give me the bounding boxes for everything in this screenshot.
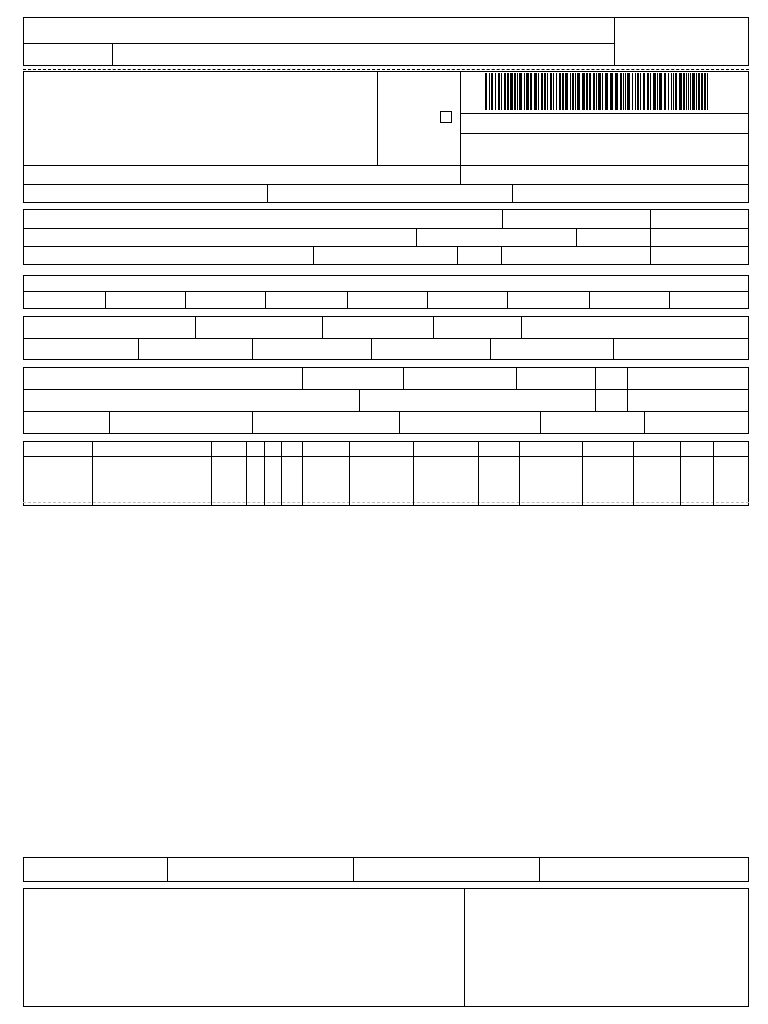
items-col-9 xyxy=(478,441,479,506)
carrier-r1-d3 xyxy=(516,367,517,389)
barcode-bar xyxy=(547,73,548,110)
carrier-block xyxy=(23,367,749,434)
tax-r1-d1 xyxy=(195,316,196,338)
items-col-1 xyxy=(92,441,93,506)
items-col-3 xyxy=(246,441,247,506)
tax-r2-d1 xyxy=(138,338,139,360)
danfe-box-right xyxy=(460,71,461,184)
invoice-d2 xyxy=(185,291,186,309)
barcode-bar xyxy=(627,73,630,110)
receipt-stub xyxy=(23,17,749,66)
barcode-icon xyxy=(485,73,711,110)
recipient-r3-d2 xyxy=(457,246,458,265)
carrier-r3-d2 xyxy=(252,411,253,434)
barcode-bar xyxy=(640,73,641,110)
items-col-7 xyxy=(349,441,350,506)
carrier-r1-d5 xyxy=(627,367,628,411)
barcode-bar xyxy=(686,73,687,110)
barcode-bar xyxy=(534,73,537,110)
barcode-bar xyxy=(671,73,672,110)
barcode-bar xyxy=(596,73,597,110)
state-registration-rule xyxy=(23,184,749,185)
barcode-bar xyxy=(565,73,568,110)
items-col-14 xyxy=(713,441,714,506)
barcode-bar xyxy=(615,73,618,110)
issqn-d2 xyxy=(353,857,354,882)
invoice-block xyxy=(23,275,749,309)
barcode-bar xyxy=(501,73,502,110)
items-col-8 xyxy=(413,441,414,506)
danfe-box-left xyxy=(377,71,378,166)
recipient-r1-d1 xyxy=(502,209,503,228)
invoice-d8 xyxy=(669,291,670,309)
ie-divider-2 xyxy=(512,184,513,203)
barcode-bar xyxy=(570,73,571,110)
barcode-bar xyxy=(598,73,601,110)
barcode-bar xyxy=(510,73,513,110)
invoice-d1 xyxy=(105,291,106,309)
barcode-bar xyxy=(602,73,603,110)
carrier-r1-d1 xyxy=(302,367,303,389)
recipient-r1-d2 xyxy=(650,209,651,228)
items-col-12 xyxy=(633,441,634,506)
recipient-r3-d1 xyxy=(313,246,314,265)
carrier-r2-d1 xyxy=(359,389,360,411)
barcode-bar xyxy=(572,73,574,110)
barcode-bar xyxy=(698,73,700,110)
barcode-bar xyxy=(635,73,636,110)
additional-info-divider xyxy=(464,888,465,1007)
barcode-bar xyxy=(707,73,708,110)
carrier-r3-d3 xyxy=(399,411,400,434)
barcode-bar xyxy=(556,73,557,110)
barcode-bar xyxy=(582,73,585,110)
items-table-row-rule xyxy=(23,502,749,503)
tax-r2-d3 xyxy=(371,338,372,360)
invoice-rule xyxy=(23,291,749,292)
carrier-r1-d2 xyxy=(403,367,404,389)
items-col-4 xyxy=(264,441,265,506)
barcode-bar xyxy=(650,73,651,110)
barcode-bar xyxy=(605,73,608,110)
barcode-bar xyxy=(586,73,588,110)
barcode-bar xyxy=(519,73,522,110)
barcode-bar xyxy=(491,73,493,110)
barcode-bar xyxy=(623,73,624,110)
recipient-r2-d3 xyxy=(650,228,651,246)
barcode-bar xyxy=(701,73,703,110)
barcode-bar xyxy=(514,73,516,110)
issqn-d1 xyxy=(167,857,168,882)
barcode-bar xyxy=(679,73,682,110)
tax-r2-d5 xyxy=(613,338,614,360)
items-col-10 xyxy=(519,441,520,506)
tax-r1-d3 xyxy=(433,316,434,338)
items-col-6 xyxy=(302,441,303,506)
barcode-bar xyxy=(593,73,595,110)
carrier-rule-2 xyxy=(23,411,749,412)
invoice-d3 xyxy=(265,291,266,309)
items-table-header-rule xyxy=(23,456,749,457)
receipt-stub-right-divider xyxy=(614,17,615,66)
barcode-bar xyxy=(647,73,649,110)
barcode-bar xyxy=(524,73,525,110)
barcode-bar xyxy=(553,73,554,110)
recipient-rule-1 xyxy=(23,228,749,229)
barcode-bar xyxy=(485,73,487,110)
barcode-bar xyxy=(692,73,695,110)
barcode-bar xyxy=(610,73,613,110)
barcode-bar xyxy=(489,73,490,110)
issqn-d3 xyxy=(539,857,540,882)
barcode-bar xyxy=(498,73,500,110)
carrier-r3-d5 xyxy=(644,411,645,434)
tax-r2-d2 xyxy=(252,338,253,360)
barcode-bar xyxy=(559,73,561,110)
barcode-bar xyxy=(575,73,576,110)
barcode-bar xyxy=(632,73,633,110)
items-col-11 xyxy=(582,441,583,506)
invoice-d6 xyxy=(507,291,508,309)
barcode-bar xyxy=(643,73,645,110)
barcode-bar xyxy=(657,73,658,110)
barcode-bar xyxy=(562,73,564,110)
tax-rule xyxy=(23,338,749,339)
barcode-bar xyxy=(541,73,543,110)
barcode-bar xyxy=(668,73,669,110)
barcode-bar xyxy=(550,73,552,110)
entry-exit-checkbox[interactable] xyxy=(440,111,452,123)
carrier-r3-d1 xyxy=(109,411,110,434)
barcode-bar xyxy=(589,73,591,110)
receipt-date-divider xyxy=(112,43,113,66)
barcode-bar xyxy=(653,73,656,110)
tax-r1-d4 xyxy=(521,316,522,338)
tax-r1-d2 xyxy=(322,316,323,338)
barcode-bar xyxy=(696,73,697,110)
carrier-r1-d4 xyxy=(595,367,596,411)
items-col-2 xyxy=(211,441,212,506)
barcode-bar xyxy=(538,73,539,110)
barcode-bar xyxy=(683,73,685,110)
recipient-r2-d2 xyxy=(576,228,577,246)
items-table xyxy=(23,441,749,506)
invoice-d7 xyxy=(589,291,590,309)
barcode-bar xyxy=(704,73,706,110)
barcode-bar xyxy=(526,73,529,110)
items-col-5 xyxy=(281,441,282,506)
items-col-13 xyxy=(680,441,681,506)
barcode-bar xyxy=(625,73,626,110)
barcode-bar xyxy=(504,73,506,110)
barcode-bar xyxy=(507,73,509,110)
recipient-r3-d4 xyxy=(650,246,651,265)
barcode-bar xyxy=(673,73,674,110)
barcode-bar xyxy=(577,73,580,110)
barcode-bar xyxy=(620,73,622,110)
ie-divider-1 xyxy=(267,184,268,203)
tax-r2-d4 xyxy=(490,338,491,360)
barcode-bar xyxy=(517,73,518,110)
invoice-d4 xyxy=(347,291,348,309)
barcode-bar xyxy=(495,73,496,110)
barcode-bar xyxy=(664,73,666,110)
barcode-bar xyxy=(690,73,691,110)
nature-operation-rule xyxy=(23,165,749,166)
access-key-bottom-rule xyxy=(460,133,749,134)
access-key-top-rule xyxy=(460,113,749,114)
barcode-bar xyxy=(688,73,689,110)
barcode-bar xyxy=(544,73,546,110)
barcode-bar xyxy=(530,73,532,110)
cut-line xyxy=(23,69,749,70)
recipient-r3-d3 xyxy=(501,246,502,265)
additional-info-block xyxy=(23,888,749,1007)
recipient-block xyxy=(23,209,749,265)
invoice-d5 xyxy=(427,291,428,309)
recipient-r2-d1 xyxy=(416,228,417,246)
recipient-rule-2 xyxy=(23,246,749,247)
barcode-bar xyxy=(637,73,639,110)
issqn-block xyxy=(23,857,749,882)
carrier-rule-1 xyxy=(23,389,749,390)
carrier-r3-d4 xyxy=(540,411,541,434)
barcode-bar xyxy=(675,73,677,110)
barcode-bar xyxy=(659,73,662,110)
